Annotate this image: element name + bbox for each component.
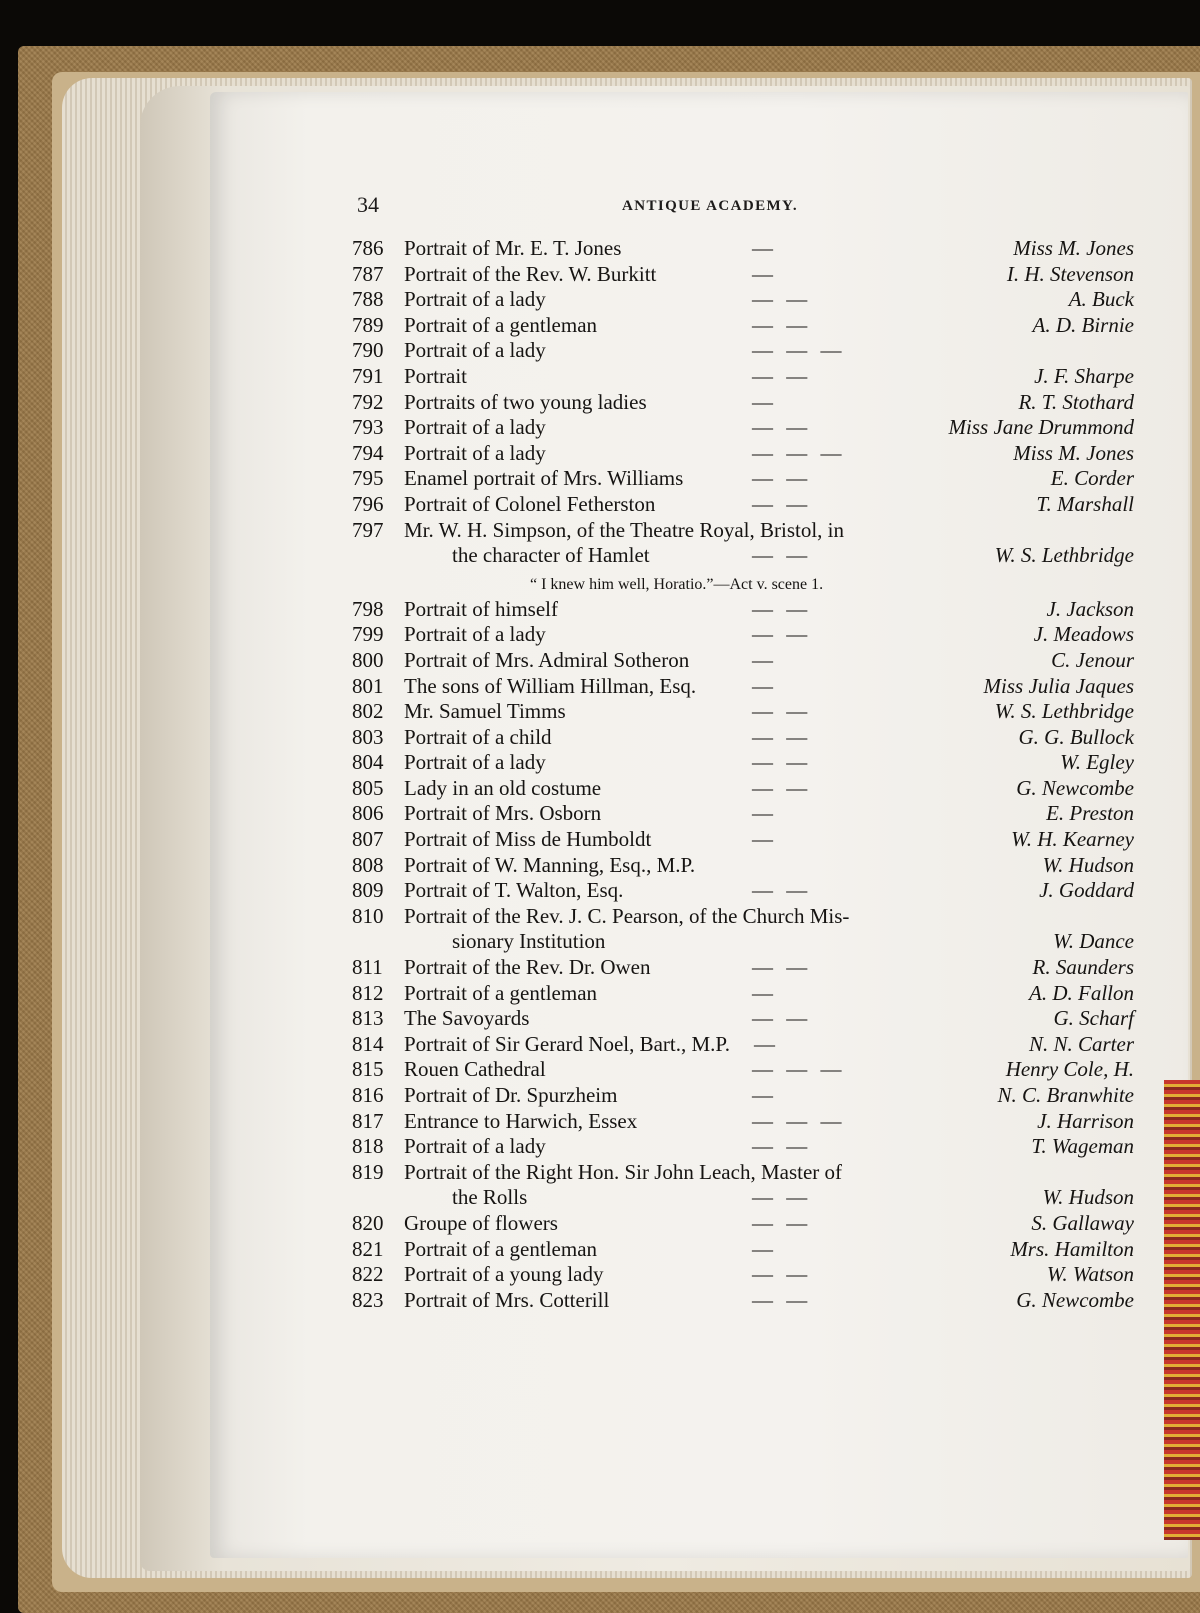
entry-number: 814 <box>352 1031 384 1056</box>
dash-leader: — — <box>752 955 812 980</box>
catalogue-entry <box>352 1109 1134 1135</box>
page-number: 34 <box>357 192 379 217</box>
entry-number: 813 <box>352 1006 384 1031</box>
dash-leader: — <box>752 801 777 826</box>
entry-number: 812 <box>352 980 384 1005</box>
entry-number: 788 <box>352 287 384 312</box>
entry-title: Groupe of flowers <box>404 1210 558 1235</box>
catalogue-entry <box>352 466 1134 492</box>
dash-leader: — — <box>752 466 812 491</box>
catalogue-entry <box>352 1160 1134 1186</box>
entry-number: 797 <box>352 517 384 542</box>
dash-leader: — <box>754 1031 779 1056</box>
entry-artist: R. T. Stothard <box>1018 389 1134 414</box>
entry-title: Portrait of a lady <box>404 287 546 312</box>
entry-title: sionary Institution <box>452 929 606 954</box>
entry-title: Portrait of a lady <box>404 622 546 647</box>
entry-number: 817 <box>352 1108 384 1133</box>
catalogue-entry <box>352 648 1134 674</box>
entry-title: Portrait of a child <box>404 724 552 749</box>
catalogue-entry <box>352 1134 1134 1160</box>
entry-title: Rouen Cathedral <box>404 1057 546 1082</box>
entry-artist: T. Wageman <box>1031 1134 1134 1159</box>
dash-leader: — — <box>752 415 812 440</box>
entry-number: 796 <box>352 491 384 516</box>
entry-title: Portrait of a young lady <box>404 1262 604 1287</box>
dash-leader: — — <box>752 596 812 621</box>
entry-title: Portrait of Mr. E. T. Jones <box>404 236 622 260</box>
entry-number: 805 <box>352 775 384 800</box>
entry-artist: J. F. Sharpe <box>1034 363 1134 388</box>
dash-leader: — — <box>752 1210 812 1235</box>
dash-leader: — — <box>752 1134 812 1159</box>
catalogue-entry <box>352 929 1134 955</box>
catalogue-entry <box>352 853 1134 879</box>
entry-title: Portrait of Mrs. Admiral Sotheron <box>404 647 690 672</box>
entry-title: Portrait of Sir Gerard Noel, Bart., M.P. <box>404 1031 731 1056</box>
entry-artist: N. C. Branwhite <box>997 1083 1134 1107</box>
dash-leader: — — <box>752 287 812 312</box>
catalogue-entry <box>352 674 1134 700</box>
entry-artist: W. S. Lethbridge <box>994 699 1134 724</box>
entry-artist: J. Harrison <box>1037 1108 1134 1133</box>
entry-number: 816 <box>352 1083 384 1107</box>
dash-leader: — — <box>752 1287 812 1312</box>
dash-leader: — — <box>752 724 812 749</box>
entry-artist: E. Preston <box>1046 801 1134 826</box>
entry-title: Portrait <box>404 363 467 388</box>
entry-number: 787 <box>352 261 384 286</box>
dash-leader: — — <box>752 543 812 568</box>
catalogue-entry <box>352 1262 1134 1288</box>
entry-title: Portrait of T. Walton, Esq. <box>404 878 624 903</box>
entry-artist: T. Marshall <box>1036 491 1134 516</box>
entry-number: 811 <box>352 955 383 980</box>
dash-leader: — <box>752 827 777 852</box>
catalogue-entry <box>352 518 1134 544</box>
entry-artist: W. Dance <box>1053 929 1134 954</box>
entry-title: Portrait of the Rev. Dr. Owen <box>404 955 651 980</box>
running-head: ANTIQUE ACADEMY. <box>622 198 799 214</box>
entry-artist: Henry Cole, H. <box>1005 1057 1134 1082</box>
entry-number: 792 <box>352 389 384 414</box>
entry-title: Portrait of the Rev. W. Burkitt <box>404 261 657 286</box>
catalogue-entry <box>352 955 1134 981</box>
catalogue-entry <box>352 492 1134 518</box>
catalogue-entry <box>352 236 1134 262</box>
dash-leader: — <box>752 1083 777 1107</box>
catalogue-entry <box>352 441 1134 467</box>
catalogue-entry <box>352 981 1134 1007</box>
entry-artist: W. S. Lethbridge <box>994 543 1134 568</box>
entry-number: 803 <box>352 724 384 749</box>
entry-number: 801 <box>352 673 384 698</box>
catalogue-entry <box>352 338 1134 364</box>
entry-number: 798 <box>352 596 384 621</box>
entry-artist: W. Egley <box>1060 750 1134 775</box>
entry-artist: W. H. Kearney <box>1011 827 1134 852</box>
entry-artist: Miss Jane Drummond <box>948 415 1134 440</box>
entry-artist: W. Watson <box>1046 1262 1134 1287</box>
entry-title: The sons of William Hillman, Esq. <box>404 673 697 698</box>
entry-artist: I. H. Stevenson <box>1006 261 1134 286</box>
entry-artist: A. D. Birnie <box>1032 312 1134 337</box>
entry-title: Mr. Samuel Timms <box>404 699 566 724</box>
catalogue-entry <box>352 543 1134 569</box>
entry-artist: A. D. Fallon <box>1029 980 1134 1005</box>
dash-leader: — — <box>752 363 812 388</box>
dash-leader: — <box>752 1236 777 1261</box>
entry-number: 793 <box>352 415 384 440</box>
entry-artist: G. Newcombe <box>1016 1287 1134 1312</box>
entry-artist: G. Scharf <box>1053 1006 1134 1031</box>
dash-leader: — <box>752 236 777 260</box>
entry-title: Portrait of the Rev. J. C. Pearson, of the Church Mis- <box>404 903 850 928</box>
dash-leader: — — <box>752 622 812 647</box>
entry-artist: A. Buck <box>1068 287 1134 312</box>
entry-artist: Mrs. Hamilton <box>1010 1236 1134 1261</box>
entry-number: 818 <box>352 1134 384 1159</box>
entry-title: Portrait of Miss de Humboldt <box>404 827 652 852</box>
entry-number: 789 <box>352 312 384 337</box>
entry-number: 807 <box>352 827 384 852</box>
entry-title: Portrait of a lady <box>404 338 546 363</box>
catalogue-entry <box>352 699 1134 725</box>
entry-title: Mr. W. H. Simpson, of the Theatre Royal, Bristol, in <box>404 517 845 542</box>
catalogue-entry <box>352 262 1134 288</box>
catalogue-entry <box>352 776 1134 802</box>
entry-artist: G. Newcombe <box>1016 775 1134 800</box>
catalogue-entry <box>352 1237 1134 1263</box>
entry-number: 823 <box>352 1287 384 1312</box>
entry-title: Entrance to Harwich, Essex <box>404 1108 638 1133</box>
catalogue-entry <box>352 415 1134 441</box>
catalogue-list <box>352 236 1134 1313</box>
catalogue-entry <box>352 1032 1134 1058</box>
entry-artist: J. Goddard <box>1039 878 1134 903</box>
dash-leader: — <box>752 389 777 414</box>
dash-leader: — — <box>752 750 812 775</box>
catalogue-entry <box>352 904 1134 930</box>
entry-title: Portrait of the Right Hon. Sir John Leach, Master of <box>404 1159 843 1184</box>
catalogue-entry <box>352 390 1134 416</box>
entry-title: Portrait of a lady <box>404 415 546 440</box>
entry-artist: Miss Julia Jaques <box>983 673 1134 698</box>
entry-number: 791 <box>352 363 384 388</box>
entry-artist: Miss M. Jones <box>1013 440 1134 465</box>
entry-artist: G. G. Bullock <box>1018 724 1134 749</box>
dash-leader: — — <box>752 1185 812 1210</box>
entry-title: Portrait of himself <box>404 596 558 621</box>
entry-number: 815 <box>352 1057 384 1082</box>
entry-number: 822 <box>352 1262 384 1287</box>
catalogue-entry <box>352 1083 1134 1109</box>
entry-artist: J. Meadows <box>1033 622 1134 647</box>
dash-leader: — — <box>752 775 812 800</box>
catalogue-entry <box>352 878 1134 904</box>
entry-number: 786 <box>352 236 384 260</box>
entry-title: Portraits of two young ladies <box>404 389 647 414</box>
entry-number: 799 <box>352 622 384 647</box>
dash-leader: — <box>752 647 777 672</box>
dash-leader: — <box>752 673 777 698</box>
entry-artist: W. Hudson <box>1042 1185 1134 1210</box>
entry-title: Portrait of W. Manning, Esq., M.P. <box>404 852 696 877</box>
entry-number: 821 <box>352 1236 384 1261</box>
entry-title: Portrait of Colonel Fetherston <box>404 491 656 516</box>
entry-artist: S. Gallaway <box>1031 1210 1134 1235</box>
entry-number: 820 <box>352 1210 384 1235</box>
dash-leader: — <box>752 261 777 286</box>
entry-title: the Rolls <box>452 1185 528 1210</box>
catalogue-entry <box>352 725 1134 751</box>
dash-leader: — — <box>752 878 812 903</box>
catalogue-entry <box>352 801 1134 827</box>
catalogue-entry <box>352 827 1134 853</box>
dash-leader: — — — <box>752 338 846 363</box>
catalogue-entry <box>352 622 1134 648</box>
spine-binding <box>1164 1080 1200 1540</box>
dash-leader: — — <box>752 1262 812 1287</box>
entry-artist: J. Jackson <box>1046 596 1134 621</box>
entry-title: Portrait of a lady <box>404 750 546 775</box>
catalogue-entry <box>352 1057 1134 1083</box>
entry-title: Portrait of a gentleman <box>404 980 598 1005</box>
entry-number: 806 <box>352 801 384 826</box>
dash-leader: — — — <box>752 1108 846 1133</box>
entry-number: 808 <box>352 852 384 877</box>
entry-number: 809 <box>352 878 384 903</box>
catalogue-entry <box>352 364 1134 390</box>
entry-number: 804 <box>352 750 384 775</box>
catalogue-entry <box>352 1288 1134 1314</box>
entry-number: 810 <box>352 903 384 928</box>
dash-leader: — — — <box>752 440 846 465</box>
entry-title: Portrait of Mrs. Cotterill <box>404 1287 610 1312</box>
entry-title: Portrait of a lady <box>404 1134 546 1159</box>
entry-artist: R. Saunders <box>1032 955 1134 980</box>
catalogue-entry <box>352 287 1134 313</box>
quotation-text: “ I knew him well, Horatio.”—Act v. scene 1. <box>530 575 824 593</box>
dash-leader: — — <box>752 1006 812 1031</box>
entry-number: 790 <box>352 338 384 363</box>
catalogue-entry <box>352 1006 1134 1032</box>
dash-leader: — — — <box>752 1057 846 1082</box>
entry-number: 794 <box>352 440 384 465</box>
entry-title: The Savoyards <box>404 1006 530 1031</box>
entry-artist: W. Hudson <box>1042 852 1134 877</box>
entry-title: Portrait of a lady <box>404 440 546 465</box>
entry-artist: N. N. Carter <box>1028 1031 1134 1056</box>
entry-number: 802 <box>352 699 384 724</box>
page-header <box>357 192 1137 222</box>
dash-leader: — <box>752 980 777 1005</box>
entry-title: Portrait of Mrs. Osborn <box>404 801 602 826</box>
entry-title: Portrait of Dr. Spurzheim <box>404 1083 618 1107</box>
entry-title: the character of Hamlet <box>452 543 650 568</box>
entry-title: Portrait of a gentleman <box>404 1236 598 1261</box>
entry-number: 800 <box>352 647 384 672</box>
entry-title: Lady in an old costume <box>404 775 602 800</box>
catalogue-entry <box>352 313 1134 339</box>
catalogue-entry <box>352 750 1134 776</box>
entry-artist: Miss M. Jones <box>1013 236 1134 260</box>
catalogue-entry <box>352 1185 1134 1211</box>
entry-number: 795 <box>352 466 384 491</box>
entry-number: 819 <box>352 1159 384 1184</box>
catalogue-entry <box>352 597 1134 623</box>
dash-leader: — — <box>752 699 812 724</box>
entry-title: Enamel portrait of Mrs. Williams <box>404 466 684 491</box>
dash-leader: — — <box>752 312 812 337</box>
quotation-line <box>352 569 1134 597</box>
entry-artist: C. Jenour <box>1051 647 1134 672</box>
catalogue-entry <box>352 1211 1134 1237</box>
dash-leader: — — <box>752 491 812 516</box>
entry-title: Portrait of a gentleman <box>404 312 598 337</box>
entry-artist: E. Corder <box>1050 466 1134 491</box>
